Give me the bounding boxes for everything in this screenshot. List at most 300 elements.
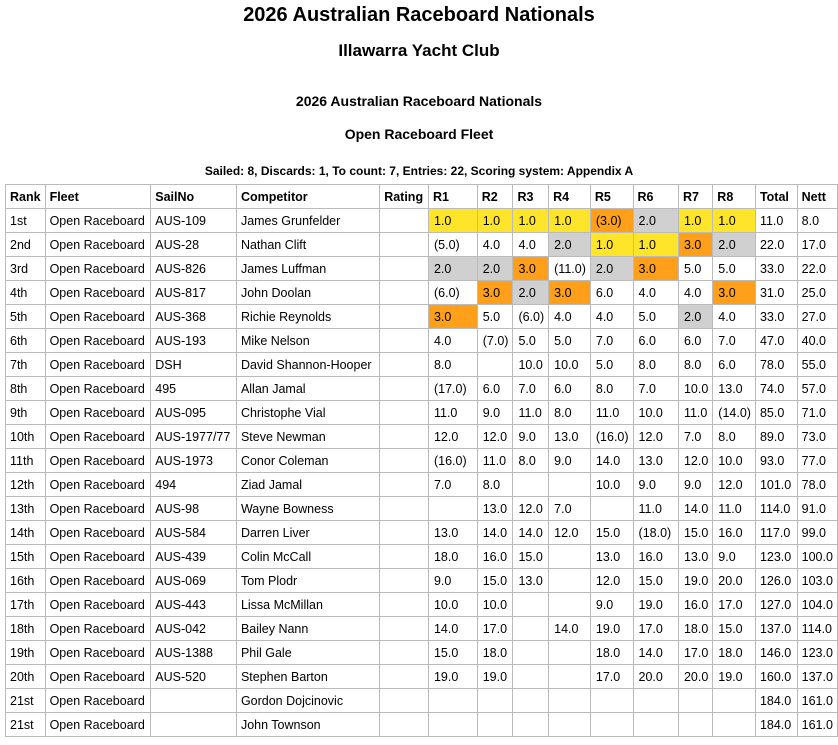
sailno-cell: AUS-28 [151, 233, 237, 257]
rank-cell: 18th [6, 617, 46, 641]
total-cell: 127.0 [755, 593, 797, 617]
race-2-cell: 4.0 [477, 233, 513, 257]
race-8-cell: 19.0 [713, 665, 756, 689]
race-1-cell: (6.0) [428, 281, 477, 305]
race-8-cell: 18.0 [713, 641, 756, 665]
race-5-cell: 5.0 [590, 353, 633, 377]
race-4-cell: 3.0 [549, 281, 591, 305]
total-cell: 22.0 [755, 233, 797, 257]
race-7-cell: 6.0 [678, 329, 712, 353]
race-5-cell: 2.0 [590, 257, 633, 281]
competitor-cell: Richie Reynolds [236, 305, 379, 329]
race-5-cell: 19.0 [590, 617, 633, 641]
race-6-cell: (18.0) [633, 521, 678, 545]
race-4-cell: 8.0 [549, 401, 591, 425]
column-header-r2[interactable]: R2 [477, 185, 513, 209]
table-row [6, 617, 838, 641]
competitor-cell: Phil Gale [236, 641, 379, 665]
rating-cell [380, 665, 429, 689]
table-row [6, 257, 838, 281]
race-6-cell: 5.0 [633, 305, 678, 329]
rank-cell: 10th [6, 425, 46, 449]
race-8-cell: 11.0 [713, 497, 756, 521]
competitor-cell: Ziad Jamal [236, 473, 379, 497]
fleet-cell: Open Raceboard [45, 353, 151, 377]
total-cell: 184.0 [755, 713, 797, 737]
nett-cell: 71.0 [797, 401, 837, 425]
results-table [5, 184, 838, 737]
race-6-cell: 20.0 [633, 665, 678, 689]
race-2-cell: 3.0 [477, 281, 513, 305]
race-7-cell: 16.0 [678, 593, 712, 617]
race-5-cell: 1.0 [590, 233, 633, 257]
race-4-cell: 5.0 [549, 329, 591, 353]
column-header-competitor[interactable]: Competitor [236, 185, 379, 209]
race-1-cell: (17.0) [428, 377, 477, 401]
nett-cell: 100.0 [797, 545, 837, 569]
nett-cell: 40.0 [797, 329, 837, 353]
race-8-cell: 17.0 [713, 593, 756, 617]
race-1-cell: 10.0 [428, 593, 477, 617]
race-6-cell: 1.0 [633, 233, 678, 257]
race-4-cell: 6.0 [549, 377, 591, 401]
rating-cell [380, 305, 429, 329]
column-header-r4[interactable]: R4 [549, 185, 591, 209]
race-2-cell: 17.0 [477, 617, 513, 641]
race-4-cell: 2.0 [549, 233, 591, 257]
competitor-cell: Gordon Dojcinovic [236, 689, 379, 713]
rank-cell: 16th [6, 569, 46, 593]
sailno-cell: AUS-1388 [151, 641, 237, 665]
sailno-cell: AUS-817 [151, 281, 237, 305]
race-3-cell: 13.0 [513, 569, 549, 593]
rating-cell [380, 569, 429, 593]
race-1-cell: 12.0 [428, 425, 477, 449]
race-1-cell: 19.0 [428, 665, 477, 689]
sailno-cell: 494 [151, 473, 237, 497]
competitor-cell: Lissa McMillan [236, 593, 379, 617]
rank-cell: 5th [6, 305, 46, 329]
race-7-cell: 11.0 [678, 401, 712, 425]
race-4-cell: 1.0 [549, 209, 591, 233]
race-6-cell: 7.0 [633, 377, 678, 401]
race-5-cell: 13.0 [590, 545, 633, 569]
rating-cell [380, 497, 429, 521]
race-4-cell [549, 569, 591, 593]
fleet-cell: Open Raceboard [45, 689, 151, 713]
race-1-cell: 15.0 [428, 641, 477, 665]
table-row [6, 641, 838, 665]
nett-cell: 114.0 [797, 617, 837, 641]
race-2-cell: (7.0) [477, 329, 513, 353]
race-3-cell: 14.0 [513, 521, 549, 545]
race-2-cell: 13.0 [477, 497, 513, 521]
race-2-cell: 1.0 [477, 209, 513, 233]
column-header-nett[interactable]: Nett [797, 185, 837, 209]
column-header-r8[interactable]: R8 [713, 185, 756, 209]
race-5-cell: 15.0 [590, 521, 633, 545]
race-1-cell: (16.0) [428, 449, 477, 473]
race-1-cell: 18.0 [428, 545, 477, 569]
race-3-cell: 5.0 [513, 329, 549, 353]
fleet-title: Open Raceboard Fleet [344, 126, 494, 142]
race-1-cell: 13.0 [428, 521, 477, 545]
column-header-r7[interactable]: R7 [678, 185, 712, 209]
fleet-cell: Open Raceboard [45, 641, 151, 665]
race-3-cell: 1.0 [513, 209, 549, 233]
table-row [6, 665, 838, 689]
rating-cell [380, 209, 429, 233]
nett-cell: 137.0 [797, 665, 837, 689]
header-row [6, 185, 838, 209]
race-6-cell: 8.0 [633, 353, 678, 377]
rating-cell [380, 545, 429, 569]
race-4-cell [549, 689, 591, 713]
rating-cell [380, 377, 429, 401]
rank-cell: 14th [6, 521, 46, 545]
race-4-cell: 14.0 [549, 617, 591, 641]
fleet-cell: Open Raceboard [45, 665, 151, 689]
race-6-cell: 9.0 [633, 473, 678, 497]
rank-cell: 6th [6, 329, 46, 353]
total-cell: 31.0 [755, 281, 797, 305]
fleet-cell: Open Raceboard [45, 617, 151, 641]
sailno-cell: AUS-98 [151, 497, 237, 521]
race-1-cell: 14.0 [428, 617, 477, 641]
rank-cell: 21st [6, 689, 46, 713]
rating-cell [380, 329, 429, 353]
sailno-cell: DSH [151, 353, 237, 377]
nett-cell: 27.0 [797, 305, 837, 329]
sailno-cell: AUS-443 [151, 593, 237, 617]
race-7-cell [678, 689, 712, 713]
race-7-cell: 12.0 [678, 449, 712, 473]
sailno-cell: AUS-193 [151, 329, 237, 353]
nett-cell: 161.0 [797, 689, 837, 713]
race-2-cell [477, 689, 513, 713]
nett-cell: 91.0 [797, 497, 837, 521]
race-3-cell: 2.0 [513, 281, 549, 305]
rating-cell [380, 713, 429, 737]
race-7-cell: 4.0 [678, 281, 712, 305]
race-3-cell: 4.0 [513, 233, 549, 257]
race-6-cell [633, 689, 678, 713]
race-5-cell: (16.0) [590, 425, 633, 449]
fleet-cell: Open Raceboard [45, 401, 151, 425]
rating-cell [380, 425, 429, 449]
sailno-cell: AUS-368 [151, 305, 237, 329]
table-row [6, 401, 838, 425]
total-cell: 184.0 [755, 689, 797, 713]
fleet-cell: Open Raceboard [45, 233, 151, 257]
race-4-cell: 9.0 [549, 449, 591, 473]
table-row [6, 209, 838, 233]
sailno-cell [151, 713, 237, 737]
rank-cell: 13th [6, 497, 46, 521]
rating-cell [380, 401, 429, 425]
table-row [6, 689, 838, 713]
race-1-cell: 11.0 [428, 401, 477, 425]
nett-cell: 77.0 [797, 449, 837, 473]
table-row [6, 713, 838, 737]
column-header-total[interactable]: Total [755, 185, 797, 209]
fleet-cell: Open Raceboard [45, 377, 151, 401]
total-cell: 74.0 [755, 377, 797, 401]
race-2-cell: 15.0 [477, 569, 513, 593]
race-6-cell: 10.0 [633, 401, 678, 425]
race-3-cell [513, 641, 549, 665]
competitor-cell: Mike Nelson [236, 329, 379, 353]
column-header-r6[interactable]: R6 [633, 185, 678, 209]
column-header-r1[interactable]: R1 [428, 185, 477, 209]
race-2-cell: 9.0 [477, 401, 513, 425]
nett-cell: 17.0 [797, 233, 837, 257]
race-8-cell: 12.0 [713, 473, 756, 497]
nett-cell: 99.0 [797, 521, 837, 545]
table-row [6, 521, 838, 545]
race-7-cell: 13.0 [678, 545, 712, 569]
race-5-cell: 6.0 [590, 281, 633, 305]
race-6-cell: 19.0 [633, 593, 678, 617]
rating-cell [380, 593, 429, 617]
fleet-cell: Open Raceboard [45, 329, 151, 353]
race-2-cell [477, 713, 513, 737]
race-8-cell: 20.0 [713, 569, 756, 593]
rating-cell [380, 641, 429, 665]
fleet-cell: Open Raceboard [45, 257, 151, 281]
rank-cell: 3rd [6, 257, 46, 281]
competitor-cell: Colin McCall [236, 545, 379, 569]
race-1-cell: (5.0) [428, 233, 477, 257]
race-8-cell: 15.0 [713, 617, 756, 641]
race-6-cell: 14.0 [633, 641, 678, 665]
race-1-cell: 9.0 [428, 569, 477, 593]
race-5-cell: (3.0) [590, 209, 633, 233]
race-4-cell: 4.0 [549, 305, 591, 329]
total-cell: 89.0 [755, 425, 797, 449]
nett-cell: 55.0 [797, 353, 837, 377]
race-7-cell: 18.0 [678, 617, 712, 641]
nett-cell: 25.0 [797, 281, 837, 305]
nett-cell: 161.0 [797, 713, 837, 737]
race-5-cell: 8.0 [590, 377, 633, 401]
sailno-cell [151, 689, 237, 713]
sailno-cell: AUS-1973 [151, 449, 237, 473]
fleet-cell: Open Raceboard [45, 593, 151, 617]
race-1-cell: 8.0 [428, 353, 477, 377]
race-8-cell: 5.0 [713, 257, 756, 281]
race-4-cell: 7.0 [549, 497, 591, 521]
race-7-cell: 17.0 [678, 641, 712, 665]
race-8-cell: 16.0 [713, 521, 756, 545]
fleet-cell: Open Raceboard [45, 569, 151, 593]
race-1-cell [428, 689, 477, 713]
total-cell: 33.0 [755, 257, 797, 281]
rank-cell: 8th [6, 377, 46, 401]
race-4-cell: 13.0 [549, 425, 591, 449]
competitor-cell: Conor Coleman [236, 449, 379, 473]
race-4-cell: (11.0) [549, 257, 591, 281]
race-1-cell [428, 713, 477, 737]
race-2-cell: 12.0 [477, 425, 513, 449]
table-row [6, 425, 838, 449]
competitor-cell: Darren Liver [236, 521, 379, 545]
race-5-cell: 14.0 [590, 449, 633, 473]
total-cell: 33.0 [755, 305, 797, 329]
race-7-cell: 7.0 [678, 425, 712, 449]
competitor-cell: David Shannon-Hooper [236, 353, 379, 377]
race-8-cell: 10.0 [713, 449, 756, 473]
total-cell: 93.0 [755, 449, 797, 473]
race-8-cell: 3.0 [713, 281, 756, 305]
table-row [6, 593, 838, 617]
race-1-cell: 3.0 [428, 305, 477, 329]
race-6-cell: 3.0 [633, 257, 678, 281]
event-name: 2026 Australian Raceboard Nationals [295, 93, 543, 109]
competitor-cell: Christophe Vial [236, 401, 379, 425]
nett-cell: 22.0 [797, 257, 837, 281]
column-header-rank[interactable]: Rank [6, 185, 46, 209]
race-3-cell: 7.0 [513, 377, 549, 401]
rating-cell [380, 617, 429, 641]
race-2-cell: 8.0 [477, 473, 513, 497]
race-5-cell: 11.0 [590, 401, 633, 425]
nett-cell: 57.0 [797, 377, 837, 401]
race-3-cell: 9.0 [513, 425, 549, 449]
race-2-cell: 10.0 [477, 593, 513, 617]
table-row [6, 353, 838, 377]
race-6-cell: 13.0 [633, 449, 678, 473]
race-2-cell: 2.0 [477, 257, 513, 281]
race-2-cell: 11.0 [477, 449, 513, 473]
race-8-cell: 2.0 [713, 233, 756, 257]
column-header-r3[interactable]: R3 [513, 185, 549, 209]
nett-cell: 123.0 [797, 641, 837, 665]
race-4-cell [549, 641, 591, 665]
fleet-cell: Open Raceboard [45, 209, 151, 233]
race-8-cell: 4.0 [713, 305, 756, 329]
column-header-rating[interactable]: Rating [380, 185, 429, 209]
table-row [6, 569, 838, 593]
race-3-cell [513, 713, 549, 737]
total-cell: 114.0 [755, 497, 797, 521]
table-row [6, 377, 838, 401]
race-5-cell: 9.0 [590, 593, 633, 617]
race-3-cell: 15.0 [513, 545, 549, 569]
race-4-cell [549, 545, 591, 569]
sailno-cell: AUS-1977/77 [151, 425, 237, 449]
table-row [6, 233, 838, 257]
page-title: 2026 Australian Raceboard Nationals [243, 4, 595, 26]
rank-cell: 11th [6, 449, 46, 473]
column-header-r5[interactable]: R5 [590, 185, 633, 209]
race-7-cell [678, 713, 712, 737]
race-8-cell [713, 689, 756, 713]
column-header-sailno[interactable]: SailNo [151, 185, 237, 209]
race-2-cell: 5.0 [477, 305, 513, 329]
race-2-cell: 14.0 [477, 521, 513, 545]
table-row [6, 449, 838, 473]
race-5-cell [590, 713, 633, 737]
race-3-cell [513, 665, 549, 689]
table-row [6, 281, 838, 305]
race-2-cell: 16.0 [477, 545, 513, 569]
race-3-cell: 3.0 [513, 257, 549, 281]
race-1-cell: 4.0 [428, 329, 477, 353]
sailno-cell: AUS-584 [151, 521, 237, 545]
fleet-cell: Open Raceboard [45, 473, 151, 497]
rating-cell [380, 473, 429, 497]
race-2-cell [477, 353, 513, 377]
race-8-cell: 1.0 [713, 209, 756, 233]
competitor-cell: James Luffman [236, 257, 379, 281]
competitor-cell: Tom Plodr [236, 569, 379, 593]
race-3-cell: 12.0 [513, 497, 549, 521]
race-8-cell: (14.0) [713, 401, 756, 425]
rank-cell: 21st [6, 713, 46, 737]
competitor-cell: John Townson [236, 713, 379, 737]
race-4-cell [549, 665, 591, 689]
race-7-cell: 1.0 [678, 209, 712, 233]
rank-cell: 19th [6, 641, 46, 665]
rating-cell [380, 449, 429, 473]
race-7-cell: 19.0 [678, 569, 712, 593]
race-7-cell: 8.0 [678, 353, 712, 377]
rank-cell: 12th [6, 473, 46, 497]
competitor-cell: Stephen Barton [236, 665, 379, 689]
rating-cell [380, 353, 429, 377]
race-3-cell: 11.0 [513, 401, 549, 425]
race-5-cell: 4.0 [590, 305, 633, 329]
total-cell: 160.0 [755, 665, 797, 689]
race-8-cell [713, 713, 756, 737]
race-8-cell: 8.0 [713, 425, 756, 449]
race-3-cell [513, 689, 549, 713]
sailno-cell: AUS-439 [151, 545, 237, 569]
nett-cell: 104.0 [797, 593, 837, 617]
race-6-cell: 15.0 [633, 569, 678, 593]
nett-cell: 73.0 [797, 425, 837, 449]
table-row [6, 329, 838, 353]
rank-cell: 7th [6, 353, 46, 377]
race-7-cell: 5.0 [678, 257, 712, 281]
race-2-cell: 18.0 [477, 641, 513, 665]
competitor-cell: Steve Newman [236, 425, 379, 449]
total-cell: 123.0 [755, 545, 797, 569]
race-3-cell [513, 617, 549, 641]
rating-cell [380, 521, 429, 545]
race-8-cell: 13.0 [713, 377, 756, 401]
fleet-cell: Open Raceboard [45, 713, 151, 737]
sailno-cell: AUS-095 [151, 401, 237, 425]
race-6-cell: 11.0 [633, 497, 678, 521]
race-3-cell [513, 473, 549, 497]
nett-cell: 103.0 [797, 569, 837, 593]
race-6-cell: 6.0 [633, 329, 678, 353]
competitor-cell: James Grunfelder [236, 209, 379, 233]
fleet-cell: Open Raceboard [45, 521, 151, 545]
race-8-cell: 7.0 [713, 329, 756, 353]
total-cell: 47.0 [755, 329, 797, 353]
fleet-cell: Open Raceboard [45, 281, 151, 305]
fleet-cell: Open Raceboard [45, 425, 151, 449]
rank-cell: 9th [6, 401, 46, 425]
rating-cell [380, 281, 429, 305]
race-3-cell: (6.0) [513, 305, 549, 329]
race-6-cell: 12.0 [633, 425, 678, 449]
table-row [6, 473, 838, 497]
column-header-fleet[interactable]: Fleet [45, 185, 151, 209]
